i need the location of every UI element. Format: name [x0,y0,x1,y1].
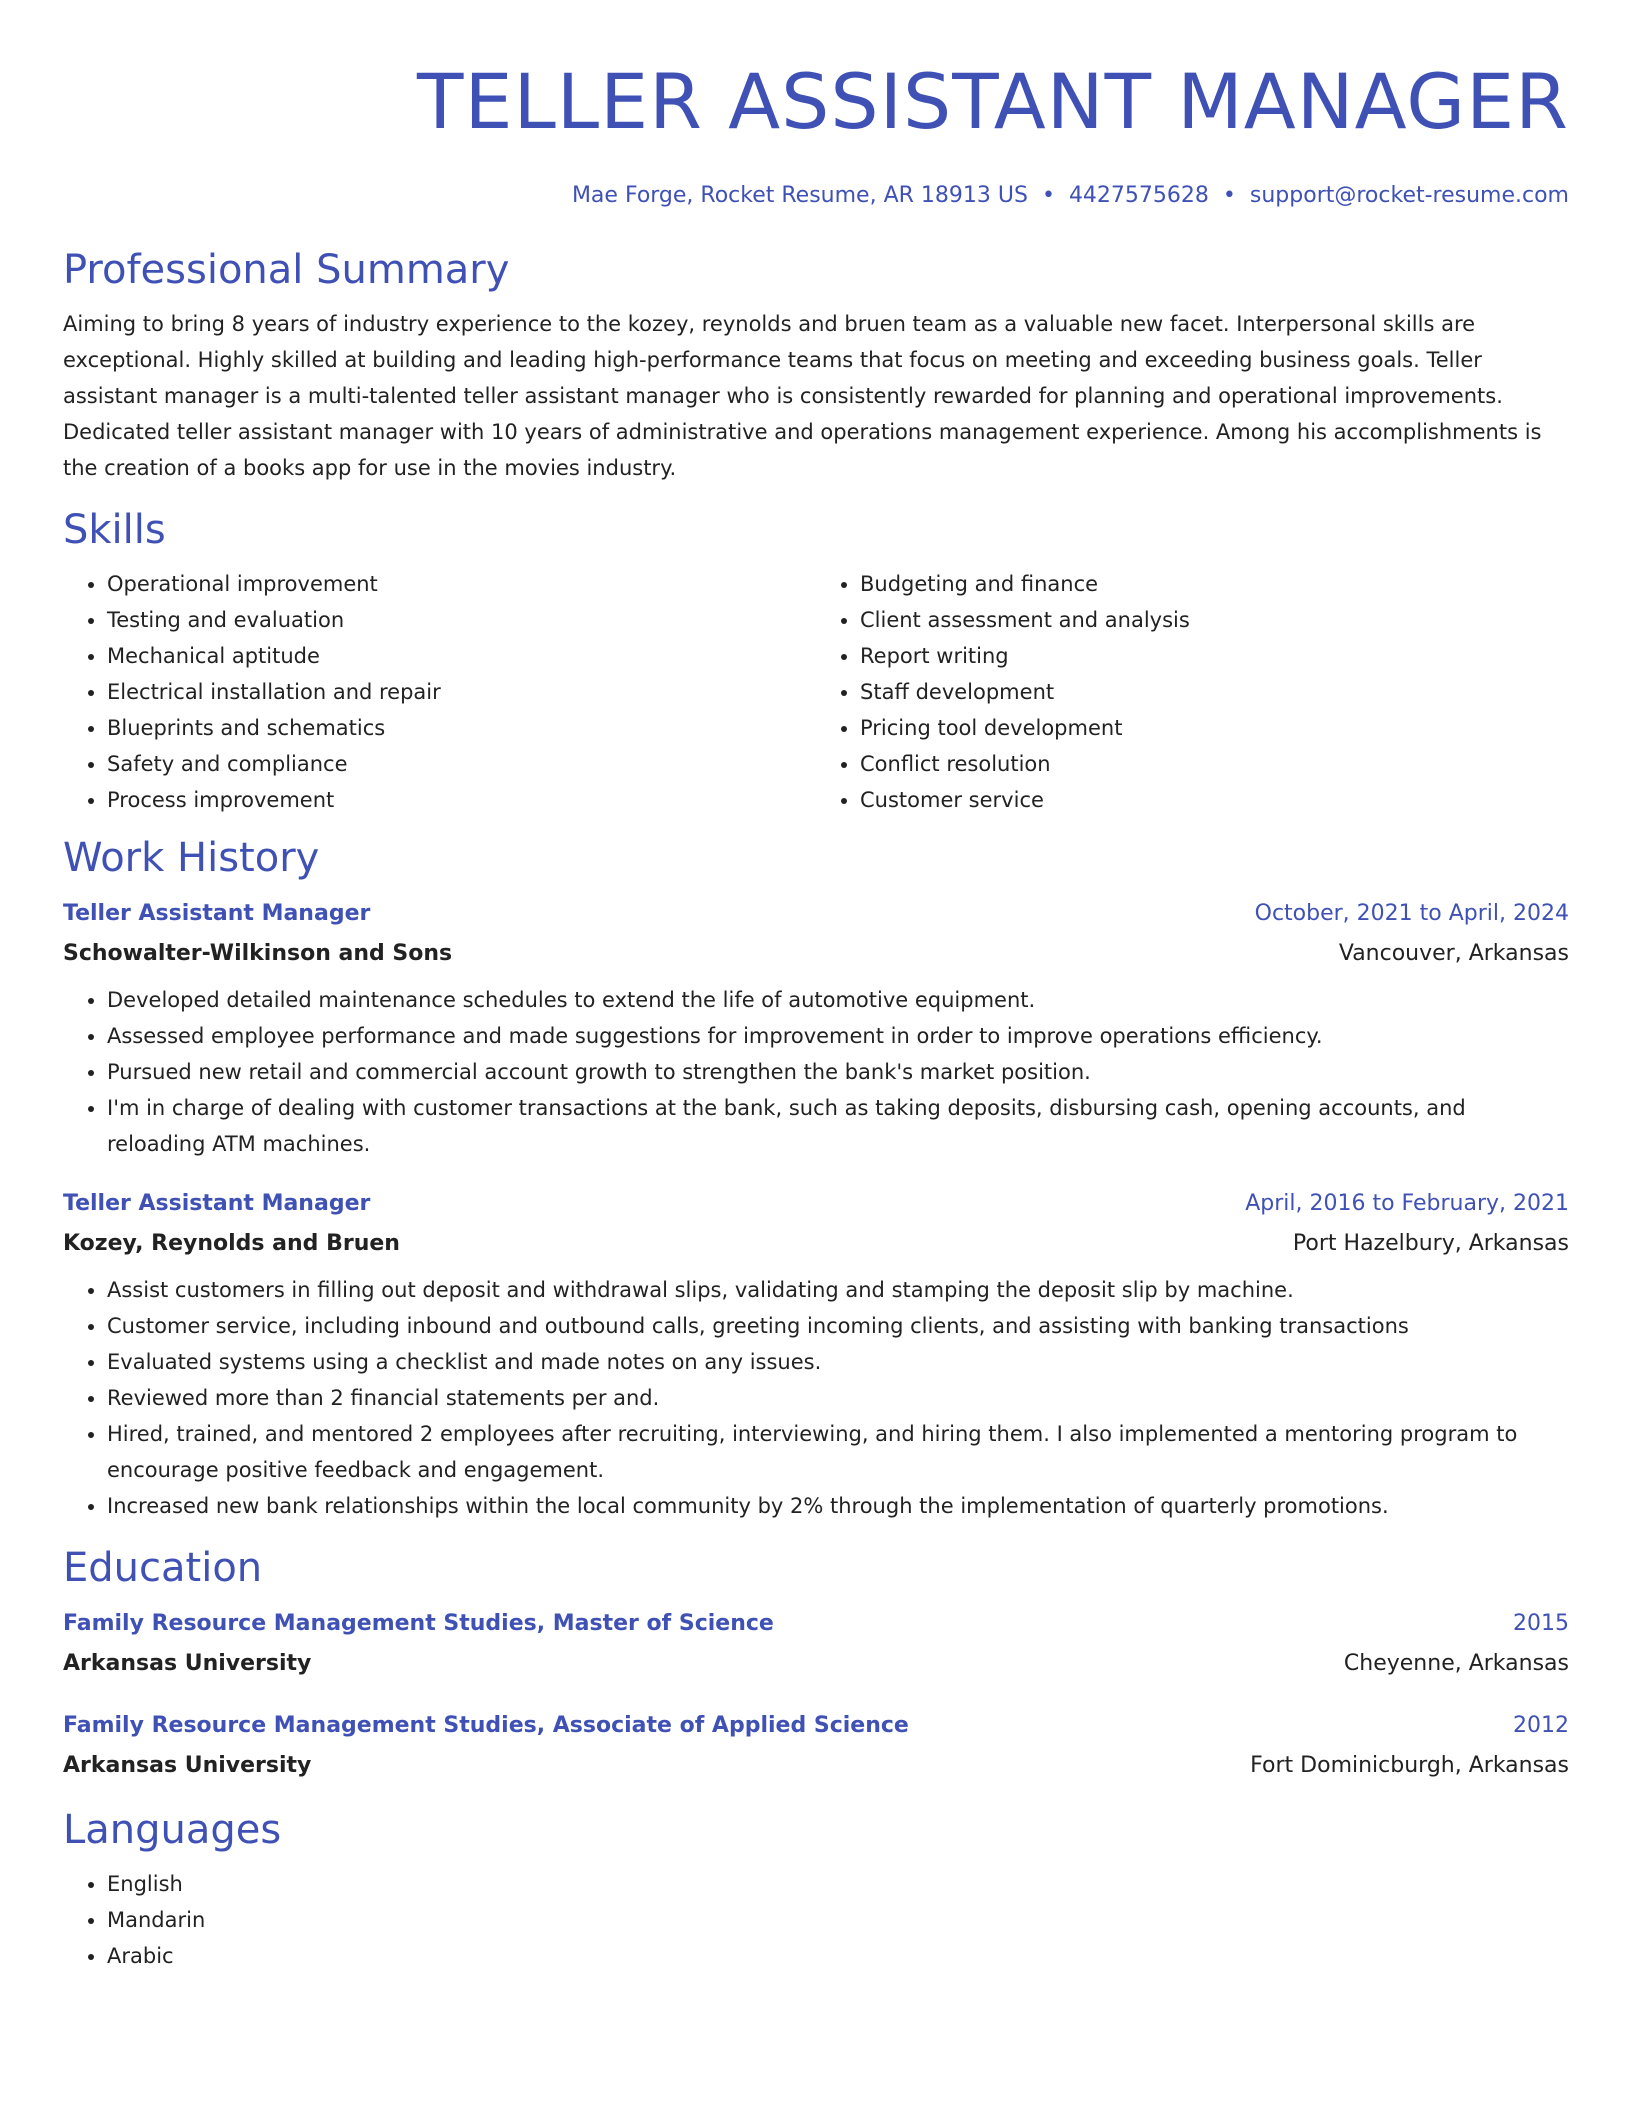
job-entry [63,894,1569,1162]
job-title: Teller Assistant Manager [63,1191,371,1216]
job-location: Port Hazelbury, Arkansas [1292,1231,1569,1256]
education-school-row [63,1746,1569,1786]
language-item: • English [107,1866,1569,1902]
job-bullet: • Assessed employee performance and made suggestions for improvement in order to improve operations efficiency. [107,1018,1569,1054]
contact-email: support@rocket-resume.com [1249,183,1569,208]
skills-list [63,566,1569,818]
education-header-row [63,1706,1569,1746]
skill-item: • Process improvement [107,782,816,818]
education-entry [63,1604,1569,1684]
skills-column-right [816,566,1569,818]
skills-column-left [63,566,816,818]
summary-text: Aiming to bring 8 years of industry experience to the kozey, reynolds and bruen team as a valuable new facet. Interpersonal skills are exceptional. Highly skilled at building and leading high-performance teams that focus on meeting and exceeding business goals. Teller assistant manager is a multi-talented teller assistant manager who is consistently rewarded for planning and operational improvements. Dedicated teller assistant manager with 10 years of administrative and operations management experience. Among his accomplishments is the creation of a books app for use in the movies industry. [63,312,1542,480]
contact-separator: • [1222,183,1236,208]
job-entry [63,1184,1569,1524]
job-company: Schowalter-Wilkinson and Sons [63,941,453,966]
skill-item: • Budgeting and finance [860,566,1569,602]
education-school: Arkansas University [63,1753,312,1778]
education-degree: Family Resource Management Studies, Associate of Applied Science [63,1713,909,1738]
contact-separator: • [1041,183,1055,208]
education-school: Arkansas University [63,1651,312,1676]
job-bullet: • Evaluated systems using a checklist and made notes on any issues. [107,1344,1569,1380]
resume-name: TELLER ASSISTANT MANAGER [417,57,1569,146]
job-bullets [63,982,1569,1162]
skill-item: • Safety and compliance [107,746,816,782]
section-title-work-history: Work History [63,835,320,881]
job-header-row [63,1184,1569,1224]
job-bullet: • Assist customers in filling out deposit and withdrawal slips, validating and stamping the deposit slip by machine. [107,1272,1569,1308]
contact-phone: 4427575628 [1068,183,1209,208]
job-bullet: • Pursued new retail and commercial account growth to strengthen the bank's market position. [107,1054,1569,1090]
education-year: 2012 [1513,1713,1569,1738]
skill-item: • Blueprints and schematics [107,710,816,746]
contact-address: Mae Forge, Rocket Resume, AR 18913 US [571,183,1028,208]
education-entry [63,1706,1569,1786]
job-location: Vancouver, Arkansas [1338,941,1569,966]
skill-item: • Client assessment and analysis [860,602,1569,638]
job-bullets [63,1272,1569,1524]
section-title-skills: Skills [63,507,166,553]
job-dates: October, 2021 to April, 2024 [1254,901,1569,926]
skill-item: • Pricing tool development [860,710,1569,746]
skill-item: • Testing and evaluation [107,602,816,638]
education-school-row [63,1644,1569,1684]
job-bullet: • I'm in charge of dealing with customer transactions at the bank, such as taking deposits, disbursing cash, opening accounts, and reloading ATM machines. [107,1090,1569,1162]
language-item: • Mandarin [107,1902,1569,1938]
job-company-row [63,934,1569,974]
skill-item: • Electrical installation and repair [107,674,816,710]
education-degree: Family Resource Management Studies, Master of Science [63,1611,774,1636]
skill-item: • Mechanical aptitude [107,638,816,674]
section-title-languages: Languages [63,1807,282,1853]
job-company-row [63,1224,1569,1264]
education-location: Cheyenne, Arkansas [1343,1651,1569,1676]
job-bullet: • Customer service, including inbound and outbound calls, greeting incoming clients, and assisting with banking transactions [107,1308,1569,1344]
job-dates: April, 2016 to February, 2021 [1245,1191,1569,1216]
job-bullet: • Hired, trained, and mentored 2 employees after recruiting, interviewing, and hiring them. I also implemented a mentoring program to encourage positive feedback and engagement. [107,1416,1569,1488]
skill-item: • Customer service [860,782,1569,818]
section-title-summary: Professional Summary [63,247,510,293]
skill-item: • Report writing [860,638,1569,674]
education-location: Fort Dominicburgh, Arkansas [1250,1753,1569,1778]
skill-item: • Staff development [860,674,1569,710]
job-bullet: • Increased new bank relationships within the local community by 2% through the implementation of quarterly promotions. [107,1488,1569,1524]
job-title: Teller Assistant Manager [63,901,371,926]
skill-item: • Conflict resolution [860,746,1569,782]
skill-item: • Operational improvement [107,566,816,602]
languages-list [63,1866,1569,1974]
job-company: Kozey, Reynolds and Bruen [63,1231,400,1256]
job-header-row [63,894,1569,934]
job-bullet: • Developed detailed maintenance schedules to extend the life of automotive equipment. [107,982,1569,1018]
education-year: 2015 [1513,1611,1569,1636]
contact-line [63,176,1569,216]
language-item: • Arabic [107,1938,1569,1974]
education-header-row [63,1604,1569,1644]
section-title-education: Education [63,1545,263,1591]
job-bullet: • Reviewed more than 2 financial statements per and. [107,1380,1569,1416]
